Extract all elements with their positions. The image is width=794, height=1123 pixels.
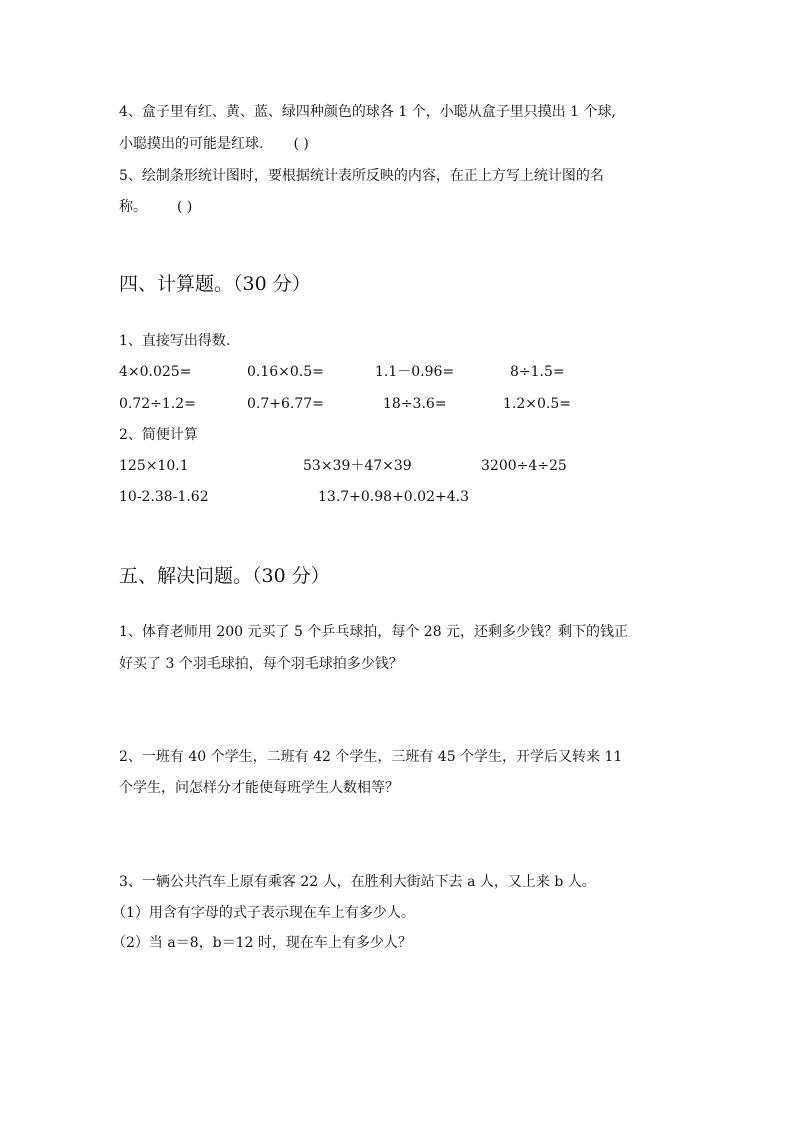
section-4-sub-1: 1、直接写出得数. — [119, 333, 231, 349]
calc-cell: 0.16×0.5= — [247, 364, 324, 380]
problem-2-line-1: 2、一班有 40 个学生，二班有 42 个学生，三班有 45 个学生，开学后又转来 11 — [119, 749, 623, 765]
question-5-line-1: 5、绘制条形统计图时，要根据统计表所反映的内容，在正上方写上统计图的名 — [119, 168, 604, 184]
calc-cell: 13.7+0.98+0.02+4.3 — [318, 489, 469, 505]
calc-cell: 18÷3.6= — [383, 396, 447, 412]
section-5-heading: 五、解决问题。（30 分） — [119, 565, 330, 587]
section-4-heading: 四、计算题。（30 分） — [119, 273, 311, 295]
answer-blank: ( ) — [177, 199, 193, 215]
problem-1-line-2: 好买了 3 个羽毛球拍，每个羽毛球拍多少钱？ — [119, 656, 403, 672]
problem-3-line-1: 3、一辆公共汽车上原有乘客 22 人，在胜利大街站下去 a 人，又上来 b 人。 — [119, 874, 596, 890]
calc-cell: 8÷1.5= — [510, 364, 565, 380]
section-4-sub-2: 2、简便计算 — [119, 427, 198, 443]
calc-cell: 10-2.38-1.62 — [119, 489, 209, 505]
calc-cell: 1.1－0.96= — [375, 364, 455, 380]
problem-3-sub-1: （1）用含有字母的式子表示现在车上有多少人。 — [112, 905, 415, 921]
answer-blank: ( ) — [293, 136, 309, 152]
question-4-line-1: 4、盒子里有红、黄、蓝、绿四种颜色的球各 1 个，小聪从盒子里只摸出 1 个球, — [119, 104, 616, 120]
calc-cell: 125×10.1 — [119, 458, 189, 474]
calc-cell: 1.2×0.5= — [503, 396, 571, 412]
calc-cell: 4×0.025= — [119, 364, 192, 380]
calc-cell: 53×39＋47×39 — [303, 458, 412, 474]
calc-cell: 3200÷4÷25 — [481, 458, 567, 474]
question-4-line-2 — [119, 134, 309, 154]
calc-cell: 0.7+6.77= — [247, 396, 324, 412]
problem-2-line-2: 个学生，问怎样分才能使每班学生人数相等？ — [119, 780, 399, 796]
question-4-text: 小聪摸出的可能是红球. — [119, 136, 264, 152]
problem-1-line-1: 1、体育老师用 200 元买了 5 个乒乓球拍，每个 28 元，还剩多少钱？剩下的钱正 — [119, 624, 629, 640]
question-5-text: 称。 — [119, 199, 147, 215]
question-5-line-2 — [119, 197, 192, 217]
calc-cell: 0.72÷1.2= — [119, 396, 196, 412]
problem-3-sub-2: （2）当 a＝8，b＝12 时，现在车上有多少人？ — [112, 935, 412, 951]
